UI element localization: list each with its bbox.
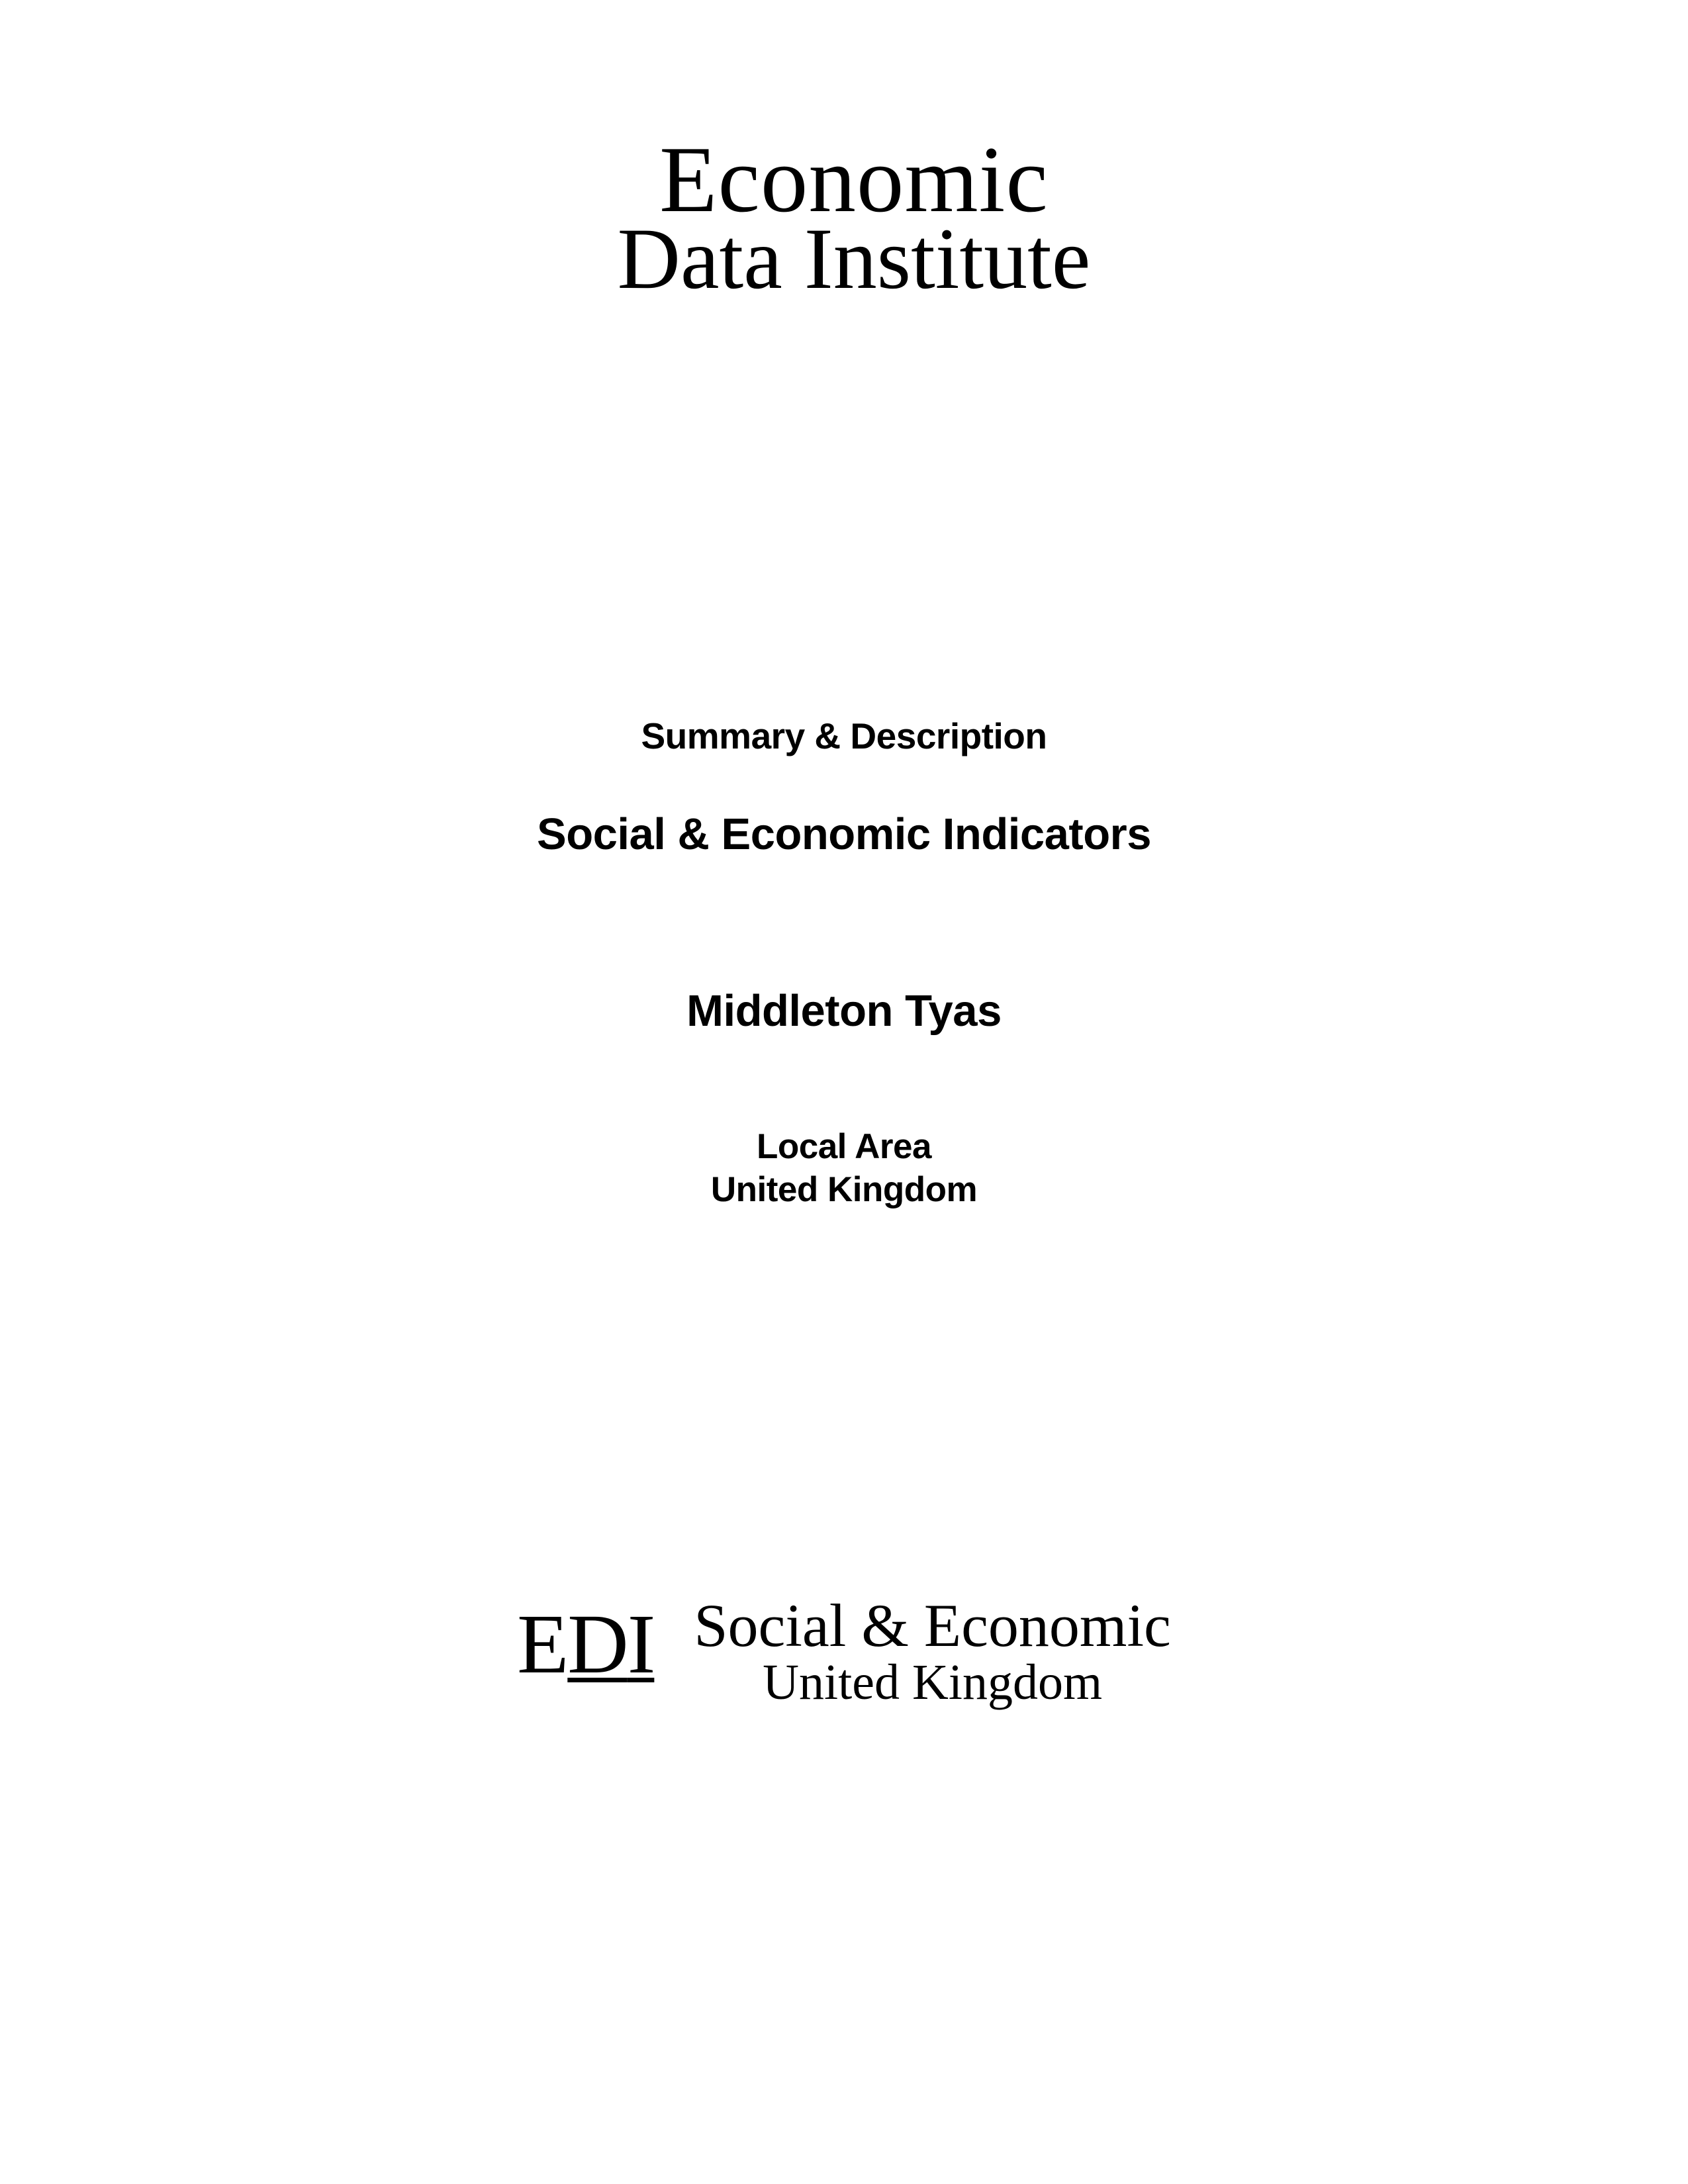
document-subtitle: Summary & Description [641, 715, 1047, 756]
edi-letter-i: I [627, 1597, 655, 1691]
edi-tagline [694, 1592, 1171, 1710]
edi-footer-logo [0, 1592, 1688, 1710]
edi-tagline-line1: Social & Economic [694, 1592, 1171, 1659]
publisher-logo-line2: Data Institute [617, 210, 1091, 307]
edi-tagline-line2: United Kingdom [763, 1655, 1103, 1710]
country-name: United Kingdom [710, 1169, 978, 1209]
area-type: Local Area [756, 1127, 932, 1166]
document-title: Social & Economic Indicators [537, 809, 1151, 859]
publisher-logo-line1: Economic [659, 127, 1049, 232]
publisher-logo [0, 127, 1688, 307]
edi-letter-e: E [517, 1597, 568, 1691]
area-name: Middleton Tyas [686, 986, 1002, 1036]
cover-title-block [0, 715, 1688, 1211]
edi-letter-d: D [567, 1597, 628, 1691]
edi-wordmark [517, 1597, 655, 1691]
